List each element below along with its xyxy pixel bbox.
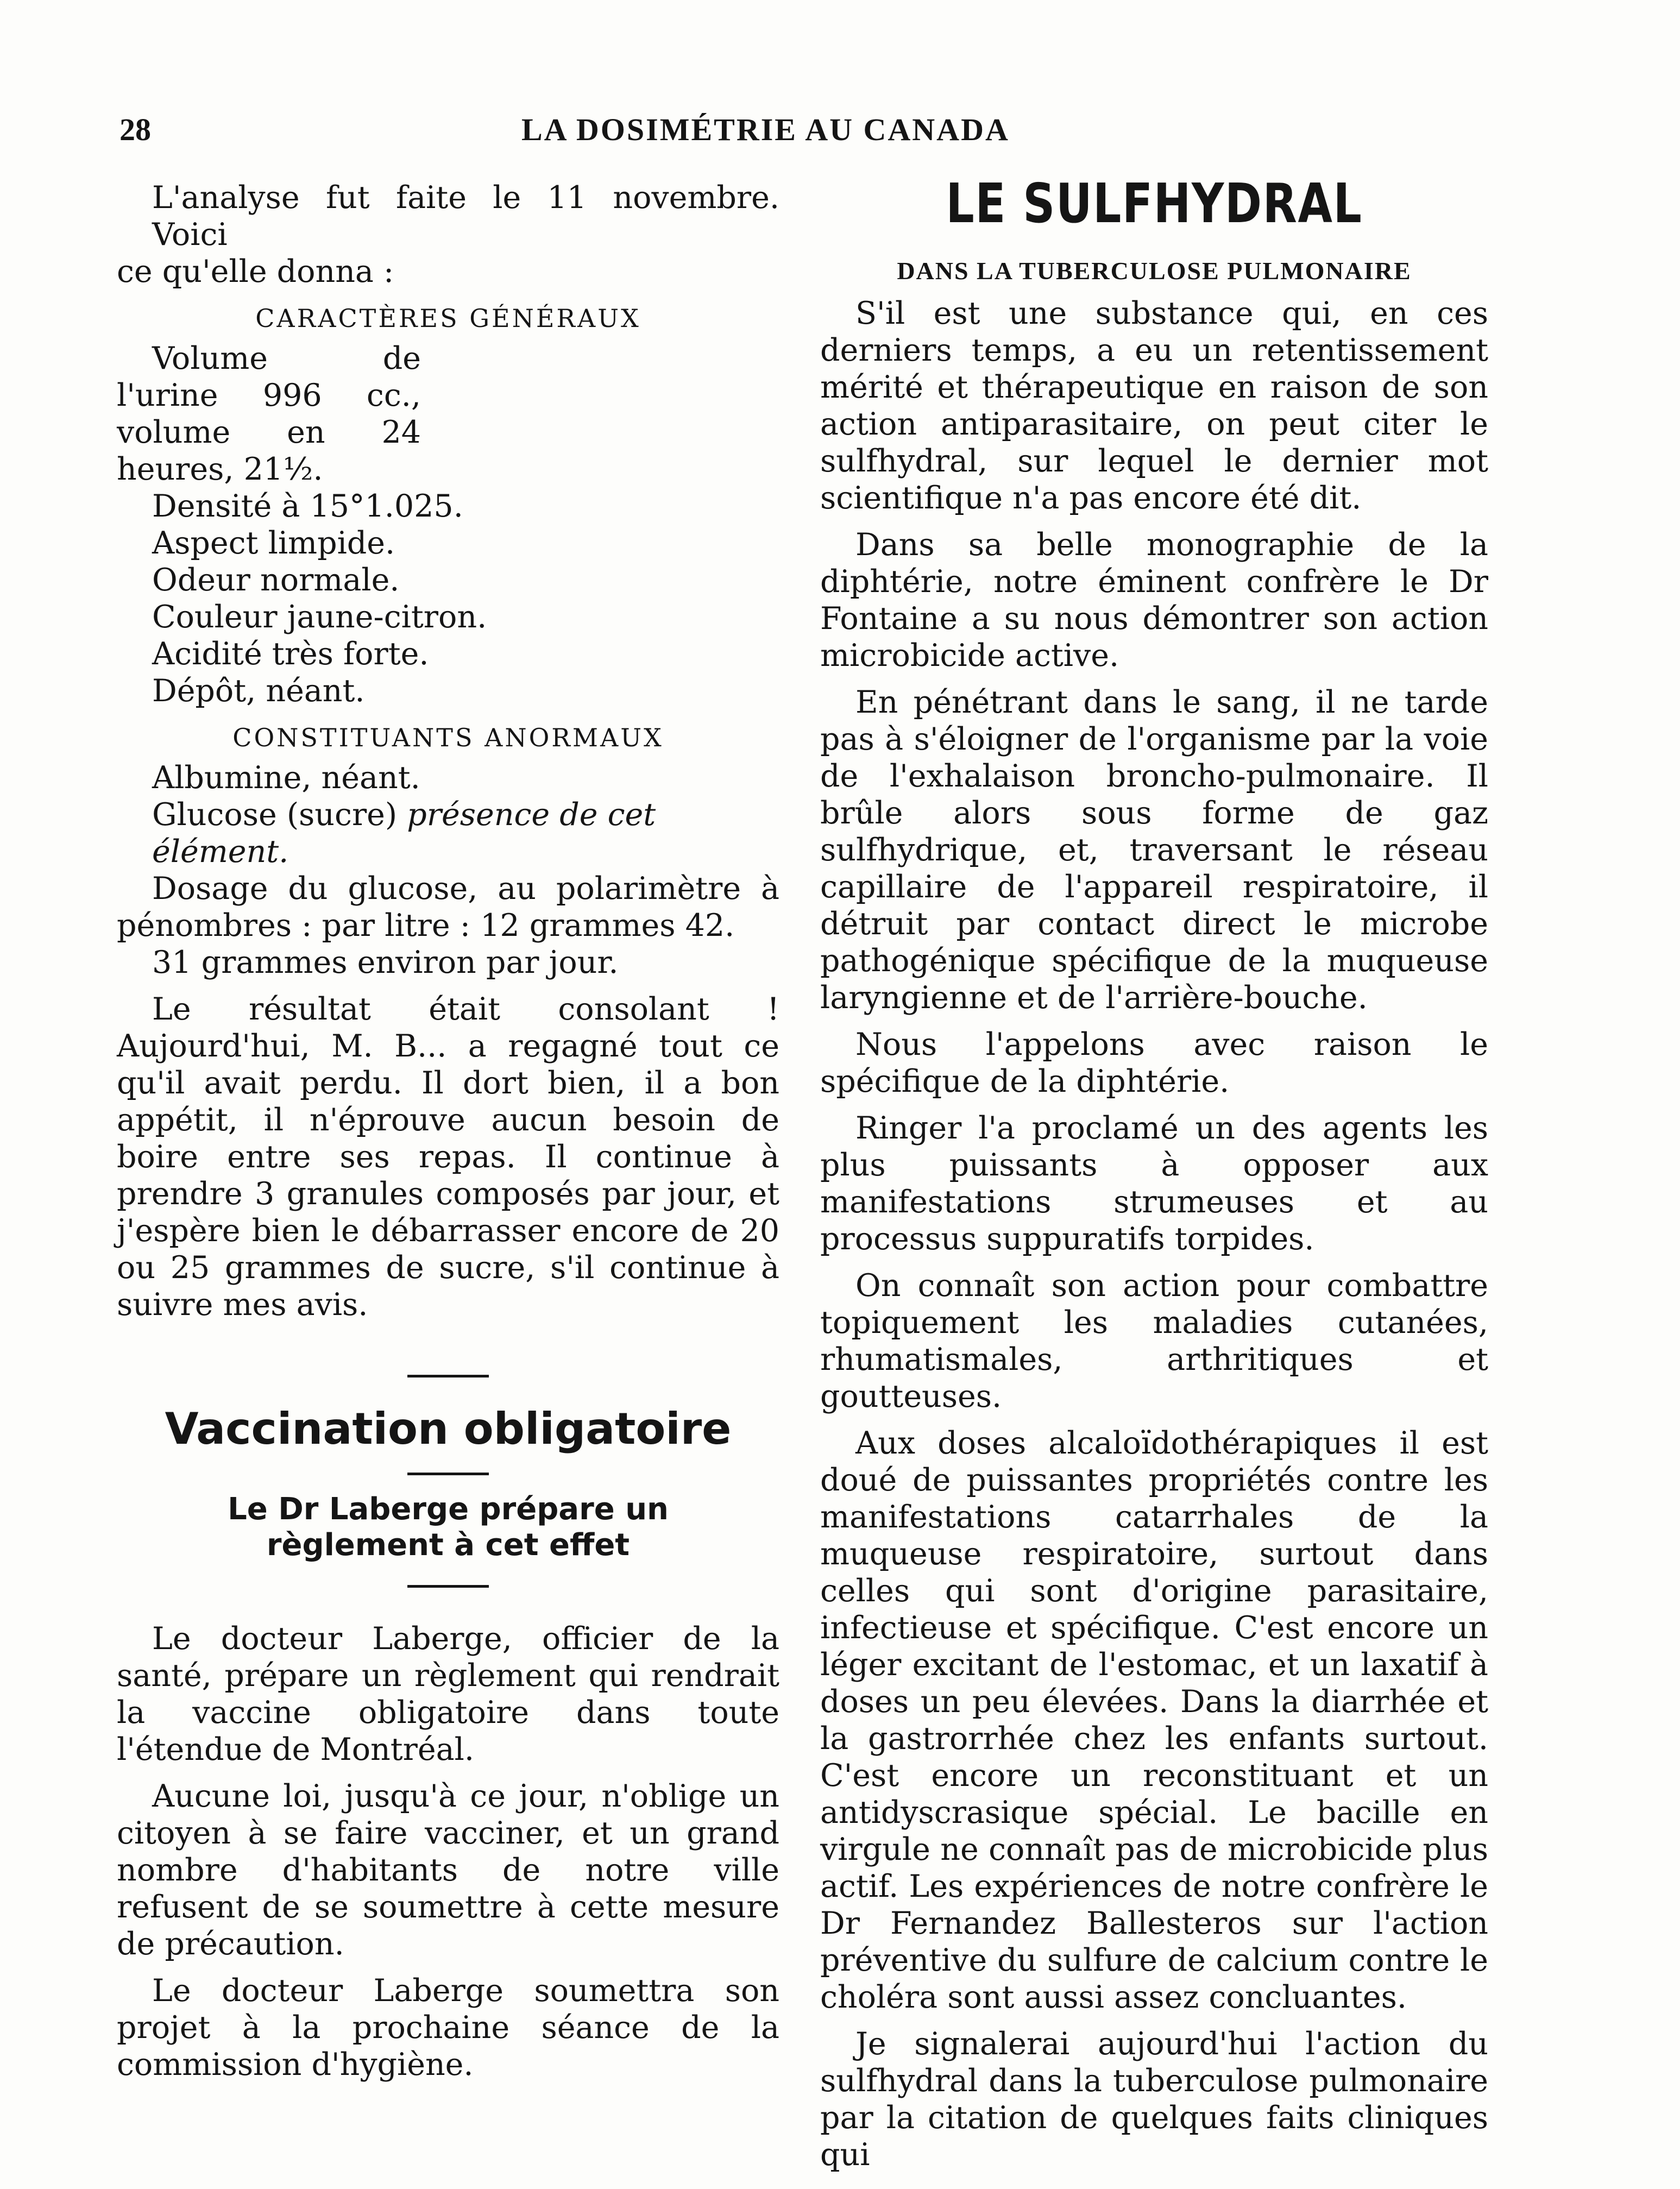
section-divider [407,1375,489,1377]
general-item: Aspect limpide. [152,525,395,561]
article-paragraph: Le docteur Laberge soumettra son projet à la prochaine séance de la commission d'hygiène. [117,1973,779,2083]
intro-line-2: ce qu'elle donna : [117,254,394,290]
sulfhydral-paragraph: Aux doses alcaloïdothérapiques il est doué de puissantes propriétés contre les manifestations catarrhales de la muqueuse respiratoire, surtout dans celles qui sont d'origine parasitaire, infectieuse et spécifique. C'est encore un léger excitant de l'estomac, et un laxatif à doses un peu élevées. Dans la diarrhée et la gastrorrhée chez les enfants surtout. C'est encore un reconstituant et un antidyscrasique spécial. Le bacille en virgule ne connaît pas de microbicide plus actif. Les expériences de notre confrère le Dr Fernandez Ballesteros sur l'action préventive du sulfure de calcium contre le choléra sont aussi assez concluantes. [820,1425,1488,2015]
per-day-line: 31 grammes environ par jour. [152,945,619,980]
sulfhydral-paragraph: Je signalerai aujourd'hui l'action du sulfhydral dans la tuberculose pulmonaire par la citation de quelques faits cliniques qui [820,2026,1488,2173]
general-item: Acidité très forte. [152,636,429,672]
general-characters-heading: CARACTÈRES GÉNÉRAUX [255,304,641,333]
sulfhydral-paragraph: En pénétrant dans le sang, il ne tarde pas à s'éloigner de l'organisme par la voie de l'exhalaison broncho-pulmonaire. Il brûle alors sous forme de gaz sulfhydrique, et, traversant le réseau capillaire de l'appareil respiratoire, il détruit par contact direct le microbe pathogénique spécifique de la muqueuse laryngienne et de l'arrière-bouche. [820,684,1488,1016]
page-number: 28 [119,112,151,147]
article-title: Vaccination obligatoire [165,1404,732,1454]
general-item: Dépôt, néant. [152,673,365,709]
sulfhydral-paragraph: Dans sa belle monographie de la diphtérie, notre éminent confrère le Dr Fontaine a su nous démontrer son action microbicide active. [820,527,1488,674]
sulfhydral-paragraph: On connaît son action pour combattre topiquement les maladies cutanées, rhumatismales, arthritiques et goutteuses. [820,1268,1488,1414]
article-paragraph: Aucune loi, jusqu'à ce jour, n'oblige un citoyen à se faire vacciner, et un grand nombre d'habitants de notre ville refusent de se soumettre à cette mesure de précaution. [117,1778,779,1962]
sulfhydral-paragraph: Ringer l'a proclamé un des agents les plus puissants à opposer aux manifestations strumeuses et au processus suppuratifs torpides. [820,1110,1488,1257]
general-item: Couleur jaune-citron. [152,599,487,635]
right-column [820,172,1488,2173]
glucose-value: présence de cet élément. [152,797,656,870]
title-divider [407,1473,489,1475]
glucose-label: Glucose (sucre) [152,797,398,833]
albumine-line: Albumine, néant. [152,760,420,796]
sulfhydral-paragraph: Nous l'appelons avec raison le spécifique de la diphtérie. [820,1027,1488,1099]
urine-volume: Volume de l'urine 996 cc., volume en 24 heures, 21½. [117,341,421,487]
sulfhydral-title: LE SULFHYDRAL [946,172,1363,235]
general-item: Densité à 15°1.025. [152,488,463,524]
abnormal-constituents-heading: CONSTITUANTS ANORMAUX [232,723,664,752]
sulfhydral-paragraph: S'il est une substance qui, en ces derniers temps, a eu un retentissement mérité et thérapeutique en raison de son action antiparasitaire, on peut citer le sulfhydral, sur lequel le dernier mot scientifique n'a pas encore été dit. [820,295,1488,516]
intro-line-1: L'analyse fut faite le 11 novembre. Voici [152,180,779,253]
running-head: LA DOSIMÉTRIE AU CANADA [521,112,1010,147]
result-paragraph: Le résultat était consolant ! Aujourd'hui, M. B... a regagné tout ce qu'il avait perdu. Il dort bien, il a bon appétit, il n'éprouve aucun besoin de boire entre ses repas. Il continue à prendre 3 granules composés par jour, et j'espère bien le débarrasser encore de 20 ou 25 grammes de sucre, s'il continue à suivre mes avis. [117,991,779,1323]
subtitle-divider [407,1585,489,1588]
glucose-dosage: Dosage du glucose, au polarimètre à pénombres : par litre : 12 grammes 42. [117,871,779,943]
sulfhydral-subtitle: DANS LA TUBERCULOSE PULMONAIRE [897,257,1412,285]
article-paragraph: Le docteur Laberge, officier de la santé, prépare un règlement qui rendrait la vaccine obligatoire dans toute l'étendue de Montréal. [117,1621,779,1767]
left-column [117,179,779,2083]
article-subtitle: Le Dr Laberge prépare un règlement à cet effet [228,1492,669,1563]
glucose-line [117,796,779,870]
general-item: Odeur normale. [152,562,400,598]
